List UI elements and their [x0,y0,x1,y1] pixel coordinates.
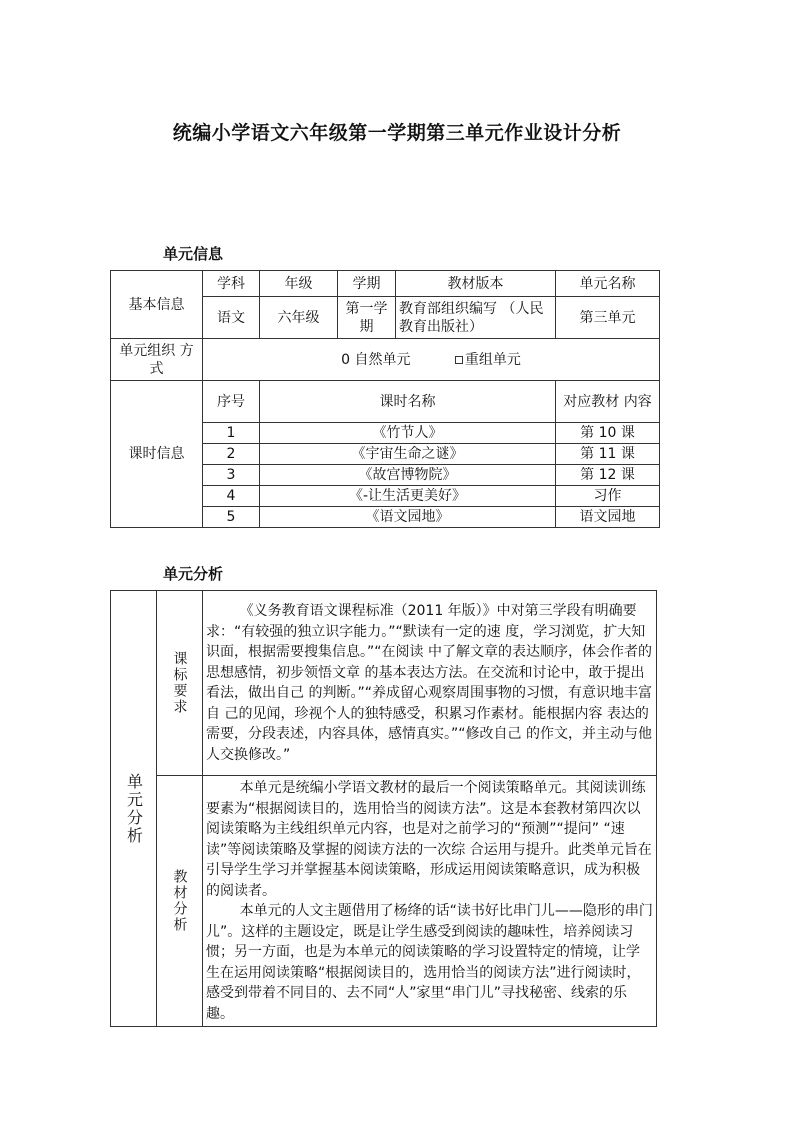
lesson-no: 4 [203,486,260,507]
textbook-paragraph-2: 本单元的人文主题借用了杨绛的话“读书好比串门儿——隐形的串门儿”。这样的主题设定，既是让学生感受到阅读的趣味性，培养阅读习惯；另一方面，也是为本单元的阅读策略的学习设置特定的情境，让学生在运用阅读策略“根据阅读目的，选用恰当的阅读方法”进行阅读时，感受到带着不同目的、去不同“人”家里“串门儿”寻找秘密、线索的乐趣。 [206,903,653,1022]
lesson-info-label: 课时信息 [111,381,203,528]
unit-analysis-label-cell [111,591,157,1027]
lesson-name: 《宇宙生命之谜》 [260,444,556,465]
lesson-header-name: 课时名称 [260,381,556,423]
value-subject: 语文 [203,297,260,339]
lesson-name: 《-让生活更美好》 [260,486,556,507]
unit-analysis-heading: 单元分析 [163,565,224,583]
textbook-paragraph-1: 本单元是统编小学语文教材的最后一个阅读策略单元。其阅读训练要素为“根据阅读目的，选用恰当的阅读方法”。这是本套教材第四次以阅读策略为主线组织单元内容，也是对之前学习的“预测”“提问” “速读”等阅读策略及掌握的阅读方法的一次综 合运用与提升。此类单元旨在引导学生学习并掌握基本阅读策略，形成运用阅读策略意识，成为积极的阅读者。 [206,780,652,899]
lesson-no: 3 [203,465,260,486]
regroup-unit-label: 重组单元 [464,351,521,368]
unit-info-heading: 单元信息 [163,245,224,263]
header-term: 学期 [338,271,396,297]
textbook-text-cell [203,776,657,1027]
textbook-label: 教材分析 [171,869,188,933]
unit-info-table [110,270,660,528]
lesson-header-no: 序号 [203,381,260,423]
lesson-content: 第 10 课 [556,423,660,444]
value-edition: 教育部组织编写 （人民教育出版社） [396,297,556,339]
unit-analysis-table [110,590,657,1027]
lesson-content: 第 11 课 [556,444,660,465]
lesson-name: 《竹节人》 [260,423,556,444]
standard-text: 《义务教育语文课程标准（2011 年版）》中对第三学段有明确要求：“有较强的独立识字能力。”“默读有一定的速 度，学习浏览，扩大知识面，根据需要搜集信息。”“在阅读 中了解文章的表达顺序，体会作者的思想感情，初步领悟文章 的基本表达方法。在交流和讨论中，敢于提出看法，做出自己 的判断。”“养成留心观察周围事物的习惯，有意识地丰富自 己的见闻，珍视个人的独特感受，积累习作素材。能根据内容 表达的需要，分段表述，内容具体，感情真实。”“修改自己 的作文，并主动与他人交换修改。” [206,603,652,763]
header-edition: 教材版本 [396,271,556,297]
lesson-no: 5 [203,507,260,528]
lesson-no: 2 [203,444,260,465]
checkbox-icon [455,356,463,364]
textbook-label-cell [157,776,203,1027]
org-method-options [203,339,660,381]
lesson-header-content: 对应教材 内容 [556,381,660,423]
standard-label-cell [157,591,203,776]
standard-text-cell [203,591,657,776]
value-term: 第一学期 [338,297,396,339]
value-unit-name: 第三单元 [556,297,660,339]
lesson-content: 语文园地 [556,507,660,528]
document-title: 统编小学语文六年级第一学期第三单元作业设计分析 [172,122,622,144]
header-grade: 年级 [260,271,338,297]
header-subject: 学科 [203,271,260,297]
basic-info-label: 基本信息 [111,271,203,339]
org-method-label: 单元组织 方式 [111,339,203,381]
regroup-unit-option [455,352,521,368]
value-grade: 六年级 [260,297,338,339]
lesson-name: 《故宫博物院》 [260,465,556,486]
lesson-content: 习作 [556,486,660,507]
lesson-content: 第 12 课 [556,465,660,486]
natural-unit-option: 0 自然单元 [341,351,411,368]
unit-analysis-label: 单元分析 [124,772,144,845]
header-unit-name: 单元名称 [556,271,660,297]
lesson-no: 1 [203,423,260,444]
standard-label: 课标要求 [171,651,188,715]
lesson-name: 《语文园地》 [260,507,556,528]
